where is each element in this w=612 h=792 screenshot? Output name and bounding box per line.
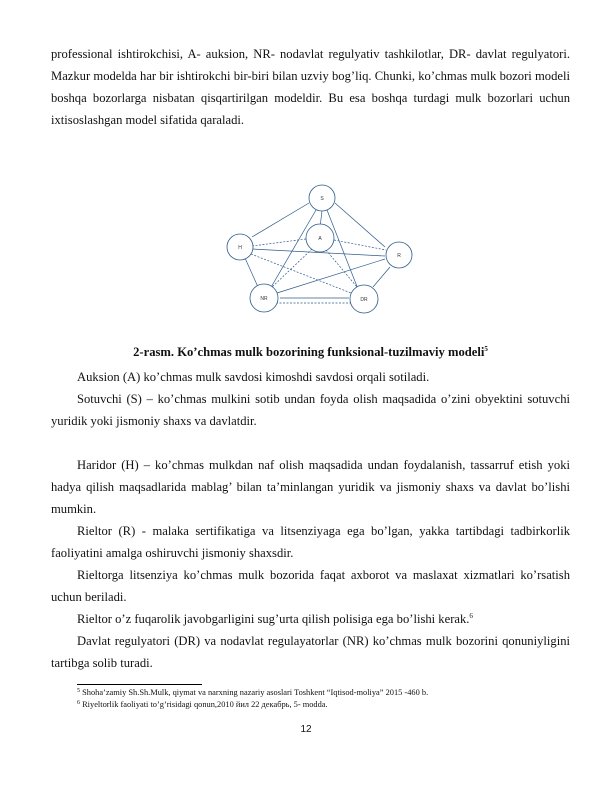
node-auction-label: A xyxy=(318,236,322,242)
intro-paragraph: professional ishtirokchisi, A- auksion, NR- nodavlat regulyativ tashkilotlar, DR- davlat regulyatori. Mazkur modelda har bir ishtirokchi bir-biri bilan uzviy bog’liq. Chunki, ko’chmas mulk bozori modeli boshqa bozorlarga nisbatan qisqartirilgan modeldir. Bu esa boshqa turdagi mulk bozorlari uchun ixtisoslashgan model sifatida qaraladi. xyxy=(51,47,570,127)
edge-a-nr xyxy=(271,249,312,288)
edge-a-dr xyxy=(326,250,357,287)
node-seller-label: S xyxy=(320,196,324,202)
node-nonstate-regulator xyxy=(250,284,278,312)
footnote-6 xyxy=(77,700,328,710)
node-buyer xyxy=(227,234,253,260)
paragraph-license: Rieltorga litsenziya ko’chmas mulk bozorida faqat axborot va maslaxat xizmatlari ko’rsatish uchun beriladi. xyxy=(51,568,570,604)
diagram-canvas xyxy=(218,181,415,315)
paragraph-regulators: Davlat regulyatori (DR) va nodavlat regulayatorlar (NR) ko’chmas mulk bozorini qonuniyligini tartibga solib turadi. xyxy=(51,634,570,670)
footnote-6-mark: 6 xyxy=(77,700,80,706)
figure-caption-footnote-ref[interactable]: 5 xyxy=(484,345,488,353)
paragraph-seller: Sotuvchi (S) – ko’chmas mulkini sotib undan foyda olish maqsadida o’zini obyektini sotuvchi yuridik yoki jismoniy shaxs va davlatdir. xyxy=(51,392,570,428)
node-state-regulator-label: DR xyxy=(360,297,368,303)
paragraph-realtor: Rieltor (R) - malaka sertifikatiga va litsenziyaga ega bo’lgan, yakka tartibdagi tadbirkorlik faoliyatini amalga oshiruvchi jismoniy shaxsdir. xyxy=(51,524,570,560)
footnote-5-text: Shoha’zamiy Sh.Sh.Mulk, qiymat va narxning nazariy asoslari Toshkent “Iqtisod-moliya” 2015 -460 b. xyxy=(80,688,429,697)
edge-r-dr xyxy=(373,267,390,287)
node-buyer-label: H xyxy=(238,245,242,251)
edge-h-nr xyxy=(245,258,258,287)
edge-s-r xyxy=(335,203,385,247)
paragraph-buyer: Haridor (H) – ko’chmas mulkdan naf olish maqsadida undan foydalanish, tassarruf etish yoki hadya qilish maqsadlarida mablag’ bilan ta’minlangan yuridik va jismoniy shaxs va davlat bo’lishi mumkin. xyxy=(51,458,570,516)
node-realtor-label: R xyxy=(397,253,401,259)
market-model-diagram xyxy=(218,181,415,315)
edge-s-dr xyxy=(327,210,358,289)
footnote-6-text: Riyeltorlik faoliyati to’g’risidagi qonun,2010 йил 22 декабрь, 5- modda. xyxy=(80,700,328,709)
footnote-5 xyxy=(77,688,428,698)
figure-caption-text: 2-rasm. Ko’chmas mulk bozorining funksional-tuzilmaviy modeli xyxy=(133,345,485,359)
edge-s-h xyxy=(252,203,309,237)
node-auction xyxy=(306,224,334,252)
footnote-5-mark: 5 xyxy=(77,688,80,694)
page-number: 12 xyxy=(300,724,312,735)
node-realtor xyxy=(386,242,412,268)
edge-h-a xyxy=(252,239,306,246)
paragraph-auction: Auksion (A) ko’chmas mulk savdosi kimoshdi savdosi orqali sotiladi. xyxy=(77,370,430,384)
node-state-regulator xyxy=(350,285,378,313)
paragraph-insurance xyxy=(51,608,570,630)
node-seller xyxy=(309,185,335,211)
figure-caption xyxy=(51,343,570,361)
paragraph-insurance-text: Rieltor o’z fuqarolik javobgarligini sug’urta qilish polisiga ega bo’lishi kerak. xyxy=(77,612,470,626)
node-nonstate-regulator-label: NR xyxy=(260,296,268,302)
insurance-footnote-ref[interactable]: 6 xyxy=(469,612,473,620)
footnote-separator xyxy=(77,684,202,685)
